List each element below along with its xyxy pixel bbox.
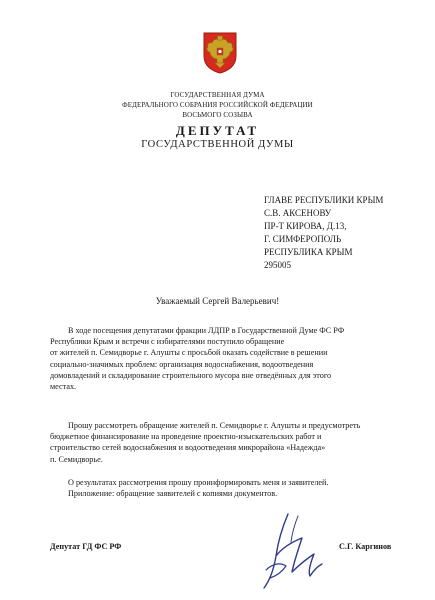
letterhead-subtitle: ГОСУДАРСТВЕННОЙ ДУМЫ [141, 139, 294, 150]
addressee-line: Г. СИМФЕРОПОЛЬ [264, 234, 342, 244]
addressee-line: С.В. АКСЕНОВУ [264, 208, 332, 218]
body-paragraph-1 [50, 325, 390, 392]
addressee-line: 295005 [264, 260, 291, 270]
attachment-line: Приложение: обращение заявителей с копиями документов. [68, 489, 278, 499]
paragraph-line: от жителей п. Семидворье г. Алушты с просьбой оказать содействие в решении [50, 348, 328, 358]
org-line-2: ФЕДЕРАЛЬНОГО СОБРАНИЯ РОССИЙСКОЙ ФЕДЕРАЦИИ [122, 101, 313, 109]
addressee-block [264, 194, 429, 272]
salutation: Уважаемый Сергей Валерьевич! [155, 296, 280, 306]
addressee-line: РЕСПУБЛИКА КРЫМ [264, 247, 353, 257]
paragraph-line: социально-значимых проблем: организация водоснабжения, водоотведения [50, 359, 314, 369]
paragraph-line: местах. [50, 382, 77, 392]
signatory-position: Депутат ГД ФС РФ [50, 542, 122, 551]
paragraph-line: строительство сетей водоснабжения и водоотведения микрорайона «Надежда» [50, 443, 326, 453]
paragraph-line: п. Семидворье. [50, 454, 103, 464]
handwritten-signature-icon [258, 508, 328, 594]
letterhead-title: ДЕПУТАТ [175, 123, 260, 138]
paragraph-line: Республики Крым и встречи с избирателями поступило обращение [50, 337, 285, 347]
addressee-line: ПР-Т КИРОВА, Д.13, [264, 221, 347, 231]
signatory-name: С.Г. Каргинов [339, 542, 392, 551]
org-line-1: ГОСУДАРСТВЕННАЯ ДУМА [170, 91, 265, 99]
org-line-3: ВОСЬМОГО СОЗЫВА [182, 111, 253, 119]
addressee-line: ГЛАВЕ РЕСПУБЛИКИ КРЫМ [264, 195, 384, 205]
paragraph-line: В ходе посещения депутатами фракции ЛДПР в Государственной Думе ФС РФ [68, 326, 345, 335]
body-paragraph-3 [50, 477, 390, 499]
body-paragraph-2 [50, 420, 390, 465]
organization-header [0, 90, 435, 120]
russian-coat-of-arms-icon [201, 30, 239, 74]
paragraph-line: О результатах рассмотрения прошу проинформировать меня и заявителей. [68, 478, 329, 487]
paragraph-line: домовладений и складирование строительного мусора вне отведённых для этого [50, 370, 332, 380]
paragraph-line: бюджетное финансирование на проведение проектно-изыскательских работ и [50, 432, 322, 442]
paragraph-line: Прошу рассмотреть обращение жителей п. Семидворье г. Алушты и предусмотреть [68, 421, 361, 430]
